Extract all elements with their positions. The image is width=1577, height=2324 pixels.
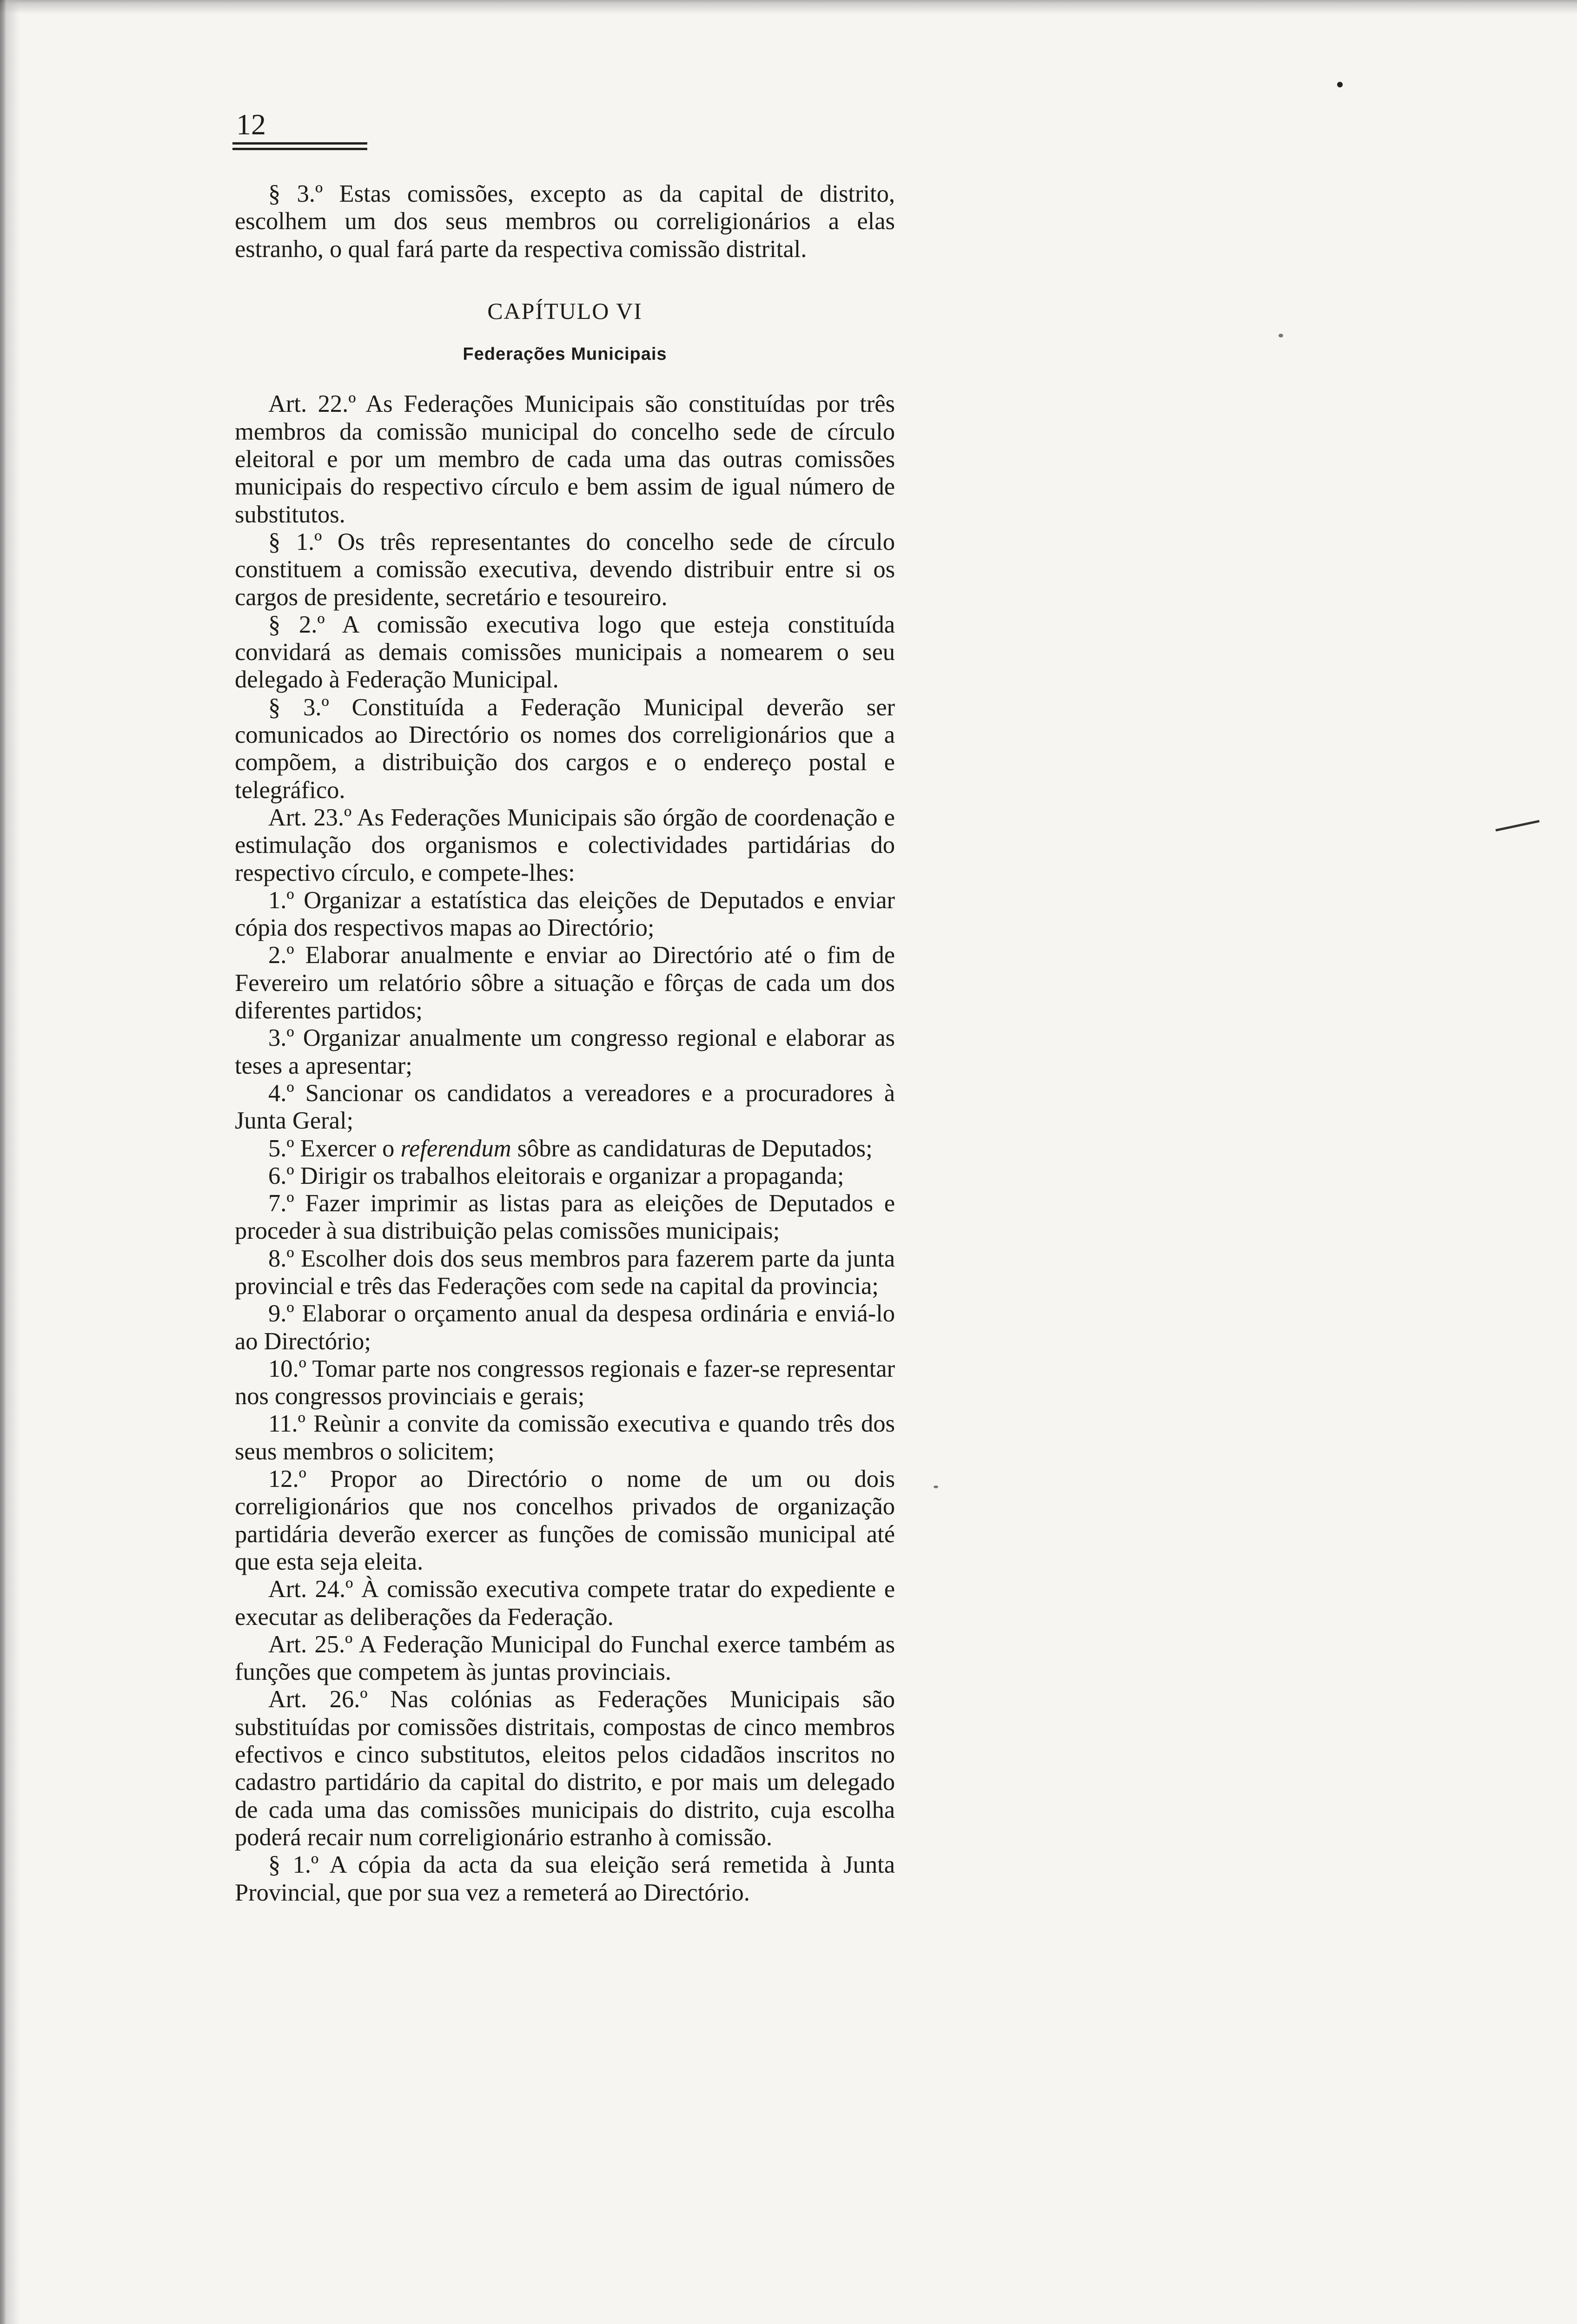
list-item: 2.º Elaborar anualmente e enviar ao Directório até o fim de Fevereiro um relatório sôbre a situação e fôrças de cada um dos diferentes partidos; — [235, 942, 895, 1024]
section-title: Federações Municipais — [463, 344, 667, 364]
list-item-text: 5.º Exercer o — [268, 1135, 401, 1162]
scan-top-edge — [0, 0, 1577, 14]
paragraph-art-22-s1: § 1.º Os três representantes do concelho sede de círculo constituem a comissão executiva, devendo distribuir entre si os cargos de presidente, secretário e tesoureiro. — [235, 528, 895, 611]
paragraph-art-22-s3: § 3.º Constituída a Federação Municipal deverão ser comunicados ao Directório os nomes dos correligionários que a compõem, a distribuição dos cargos e o endereço postal e telegráfico. — [235, 693, 895, 804]
paragraph-art-23: Art. 23.º As Federações Municipais são órgão de coordenação e estimulação dos organismos e colectividades partidárias do respectivo círculo, e compete-lhes: — [235, 804, 895, 886]
list-item: 10.º Tomar parte nos congressos regionais e fazer-se representar nos congressos provinciais e gerais; — [235, 1355, 895, 1410]
paragraph-art-22-s2: § 2.º A comissão executiva logo que esteja constituída convidará as demais comissões municipais a nomearem o seu delegado à Federação Municipal. — [235, 611, 895, 693]
list-item — [235, 1135, 895, 1162]
paragraph-art-22: Art. 22.º As Federações Municipais são constituídas por três membros da comissão municipal do concelho sede de círculo eleitoral e por um membro de cada uma das outras comissões municipais do respectivo círculo e bem assim de igual número de substitutos. — [235, 390, 895, 528]
list-item: 6.º Dirigir os trabalhos eleitorais e organizar a propaganda; — [268, 1162, 844, 1189]
paragraph-art-26: Art. 26.º Nas colónias as Federações Municipais são substituídas por comissões distritais, compostas de cinco membros efectivos e cinco substitutos, eleitos pelos cidadãos inscritos no cadastro partidário da capital do distrito, e por mais um delegado de cada uma das comissões municipais do distrito, cuja escolha poderá recair num correligionário estranho à comissão. — [235, 1686, 895, 1851]
list-item: 11.º Reùnir a convite da comissão executiva e quando três dos seus membros o solicitem; — [235, 1410, 895, 1465]
list-item: 3.º Organizar anualmente um congresso regional e elaborar as teses a apresentar; — [235, 1024, 895, 1079]
italic-term: referendum — [400, 1135, 511, 1162]
list-item: 12.º Propor ao Directório o nome de um ou dois correligionários que nos concelhos privados de organização partidária deverão exercer as funções de comissão municipal até que esta seja eleita. — [235, 1466, 895, 1575]
document-body — [235, 180, 895, 1907]
paragraph-art-26-s1: § 1.º A cópia da acta da sua eleição será remetida à Junta Provincial, que por sua vez a remeterá ao Directório. — [235, 1851, 895, 1906]
chapter-title: CAPÍTULO VI — [487, 297, 643, 324]
paragraph-art-25: Art. 25.º A Federação Municipal do Funchal exerce também as funções que competem às juntas provinciais. — [235, 1631, 895, 1686]
scan-dash-mark — [1496, 820, 1540, 832]
scan-left-edge — [0, 0, 20, 2324]
list-item: 1.º Organizar a estatística das eleições de Deputados e enviar cópia dos respectivos mapas ao Directório; — [235, 886, 895, 942]
list-item: 9.º Elaborar o orçamento anual da despesa ordinária e enviá-lo ao Directório; — [235, 1300, 895, 1355]
page-number: 12 — [236, 108, 266, 141]
page-number-rule — [232, 148, 367, 150]
page-number-rule — [232, 142, 367, 145]
scan-speck — [1337, 82, 1343, 87]
list-item: 8.º Escolher dois dos seus membros para fazerem parte da junta provincial e três das Federações com sede na capital da provincia; — [235, 1245, 895, 1300]
paragraph-intro: § 3.º Estas comissões, excepto as da capital de distrito, escolhem um dos seus membros ou correligionários a elas estranho, o qual fará parte da respectiva comissão distrital. — [235, 180, 895, 263]
scan-speck — [934, 1486, 938, 1488]
list-item-text: sôbre as candidaturas de Deputados; — [511, 1135, 873, 1162]
paragraph-art-24: Art. 24.º À comissão executiva compete tratar do expediente e executar as deliberações da Federação. — [235, 1576, 895, 1631]
scan-speck — [1279, 334, 1283, 337]
list-item: 7.º Fazer imprimir as listas para as eleições de Deputados e proceder à sua distribuição pelas comissões municipais; — [235, 1190, 895, 1245]
list-item: 4.º Sancionar os candidatos a vereadores e a procuradores à Junta Geral; — [235, 1079, 895, 1135]
